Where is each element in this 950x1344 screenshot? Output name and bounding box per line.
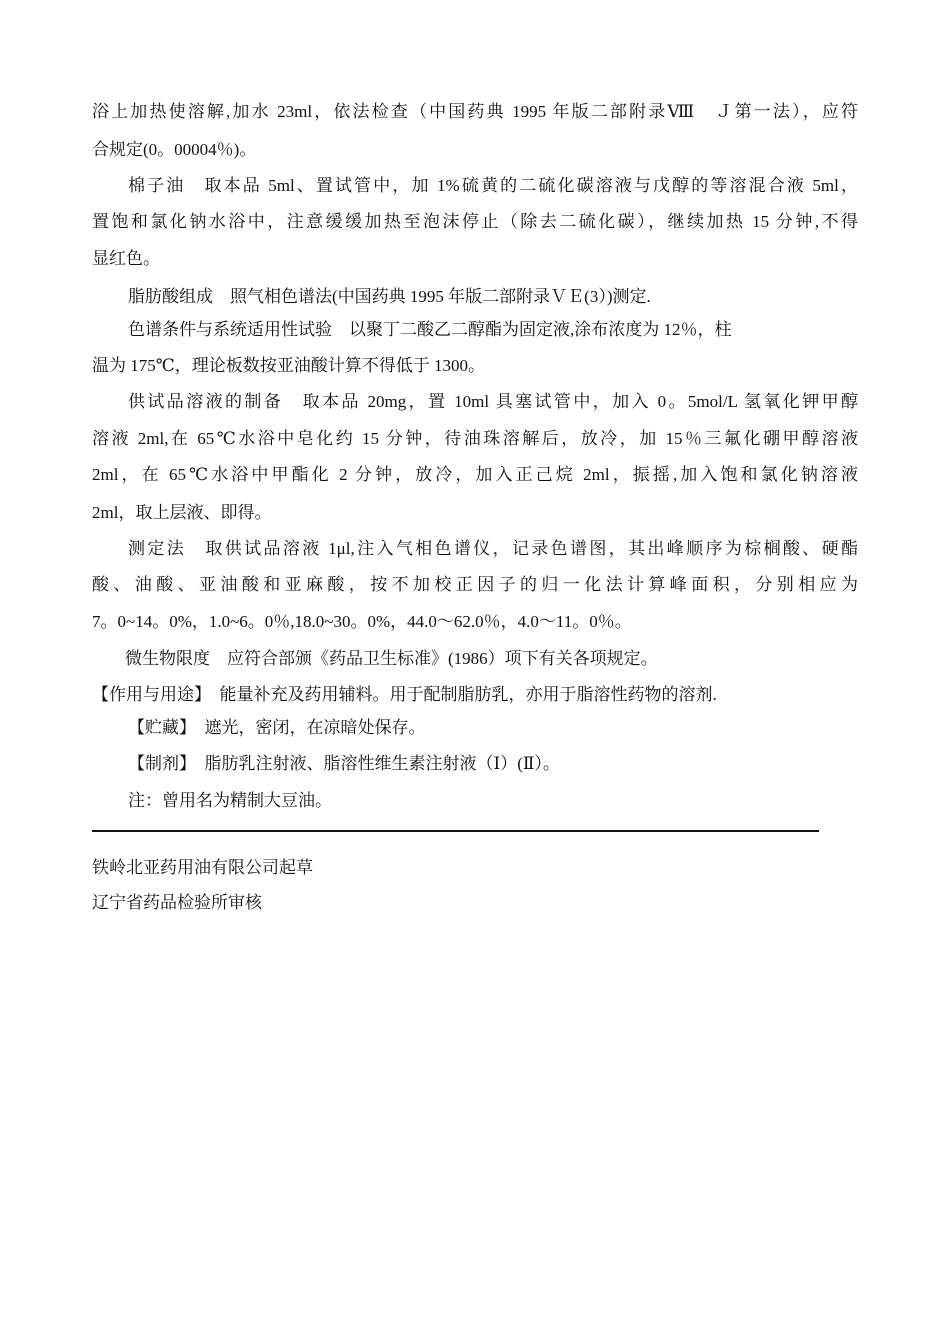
fatty-acid-composition-line: 脂肪酸组成 照气相色谱法(中国药典 1995 年版二部附录ＶＥ(3）)测定. xyxy=(128,287,651,306)
drafter-line: 铁岭北亚药用油有限公司起草 xyxy=(92,858,313,877)
reviewer-line: 辽宁省药品检验所审核 xyxy=(92,893,262,912)
chromatography-conditions-line: 色谱条件与系统适用性试验 以聚丁二酸乙二醇酯为固定液,涂布浓度为 12％，柱 xyxy=(128,320,732,339)
body-text-line: 显红色。 xyxy=(92,249,160,268)
determination-method-line: 测定法 取供试品溶液 1μl,注入气相色谱仪，记录色谱图，其出峰顺序为棕榈酸、硬酯 xyxy=(128,539,858,558)
note-line: 注：曾用名为精制大豆油。 xyxy=(128,791,332,810)
body-text-line: 温为 175℃，理论板数按亚油酸计算不得低于 1300。 xyxy=(92,356,486,375)
body-text-line: 浴上加热使溶解,加水 23ml，依法检查（中国药典 1995 年版二部附录Ⅷ Ｊ第一法），应符 xyxy=(92,102,858,121)
preparations-line: 【制剂】 脂肪乳注射液、脂溶性维生素注射液（Ⅰ）(Ⅱ）。 xyxy=(128,754,560,773)
storage-line: 【贮藏】 遮光，密闭，在凉暗处保存。 xyxy=(128,718,426,737)
cottonseed-oil-test-line: 棉子油 取本品 5ml、置试管中，加 1%硫黄的二硫化碳溶液与戊醇的等溶混合液 5ml， xyxy=(128,176,858,195)
body-text-line: 7。0~14。0%，1.0~6。0％,18.0~30。0%，44.0～62.0％，4.0～11。0％。 xyxy=(92,612,632,631)
body-text-line: 2ml，取上层液、即得。 xyxy=(92,503,272,522)
body-text-line: 酸、油酸、亚油酸和亚麻酸，按不加校正因子的归一化法计算峰面积，分别相应为 xyxy=(92,575,858,594)
function-and-use-line: 【作用与用途】 能量补充及药用辅料。用于配制脂肪乳，亦用于脂溶性药物的溶剂. xyxy=(92,685,717,704)
section-divider xyxy=(92,830,819,832)
body-text-line: 溶液 2ml,在 65℃水浴中皂化约 15 分钟，待油珠溶解后，放冷，加 15％三氟化硼甲醇溶液 xyxy=(92,429,858,448)
body-text-line: 2ml，在 65℃水浴中甲酯化 2 分钟，放冷，加入正己烷 2ml，振摇,加入饱和氯化钠溶液 xyxy=(92,465,858,484)
microbial-limit-line: 微生物限度 应符合部颁《药品卫生标准》(1986）项下有关各项规定。 xyxy=(125,649,658,668)
sample-preparation-line: 供试品溶液的制备 取本品 20mg，置 10ml 具塞试管中，加入 0。5mol/L 氢氧化钾甲醇 xyxy=(128,392,858,411)
body-text-line: 置饱和氯化钠水浴中，注意缓缓加热至泡沫停止（除去二硫化碳），继续加热 15 分钟,不得 xyxy=(92,212,858,231)
body-text-line: 合规定(0。00004％)。 xyxy=(92,140,257,159)
